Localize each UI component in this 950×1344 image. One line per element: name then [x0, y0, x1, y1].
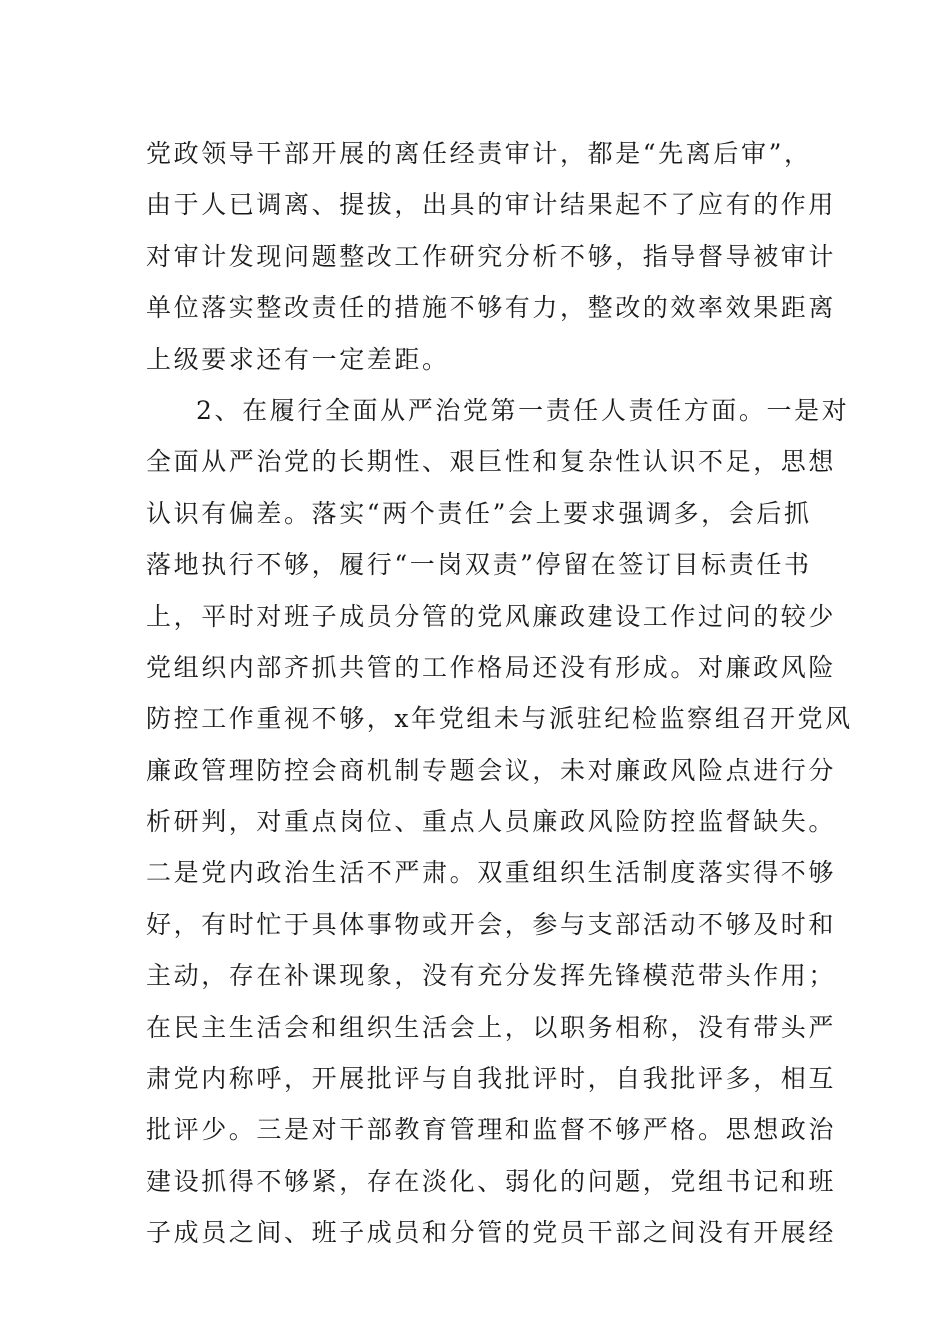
text-line: 上，平时对班子成员分管的党风廉政建设工作过问的较少 [146, 601, 837, 631]
text-line: 落地执行不够，履行“一岗双责”停留在签订目标责任书 [146, 550, 812, 580]
text-line: 单位落实整改责任的措施不够有力，整改的效率效果距离 [146, 293, 837, 323]
text-line: 对审计发现问题整改工作研究分析不够，指导督导被审计 [146, 241, 837, 271]
text-line: 子成员之间、班子成员和分管的党员干部之间没有开展经 [146, 1218, 837, 1248]
text-line: 防控工作重视不够，x年党组未与派驻纪检监察组召开党风 [146, 704, 853, 734]
text-line: 二是党内政治生活不严肃。双重组织生活制度落实得不够 [146, 858, 837, 888]
text-line: 上级要求还有一定差距。 [146, 344, 450, 374]
text-line: 析研判，对重点岗位、重点人员廉政风险防控监督缺失。 [146, 807, 837, 837]
text-line: 批评少。三是对干部教育管理和监督不够严格。思想政治 [146, 1115, 837, 1145]
text-line: 主动，存在补课现象，没有充分发挥先锋模范带头作用； [146, 961, 837, 991]
text-line: 全面从严治党的长期性、艰巨性和复杂性认识不足，思想 [146, 447, 837, 477]
text-line: 廉政管理防控会商机制专题会议，未对廉政风险点进行分 [146, 755, 837, 785]
text-line: 2、在履行全面从严治党第一责任人责任方面。一是对 [196, 395, 850, 425]
text-line: 建设抓得不够紧，存在淡化、弱化的问题，党组书记和班 [146, 1166, 837, 1196]
text-line: 肃党内称呼，开展批评与自我批评时，自我批评多，相互 [146, 1064, 837, 1094]
text-line: 认识有偏差。落实“两个责任”会上要求强调多，会后抓 [146, 498, 812, 528]
text-line: 好，有时忙于具体事物或开会，参与支部活动不够及时和 [146, 909, 837, 939]
text-line: 党组织内部齐抓共管的工作格局还没有形成。对廉政风险 [146, 652, 837, 682]
text-line: 由于人已调离、提拔，出具的审计结果起不了应有的作用 [146, 190, 837, 220]
text-line: 党政领导干部开展的离任经责审计，都是“先离后审”， [146, 139, 812, 168]
body-text [146, 128, 853, 1259]
text-line: 在民主生活会和组织生活会上，以职务相称，没有带头严 [146, 1012, 837, 1042]
